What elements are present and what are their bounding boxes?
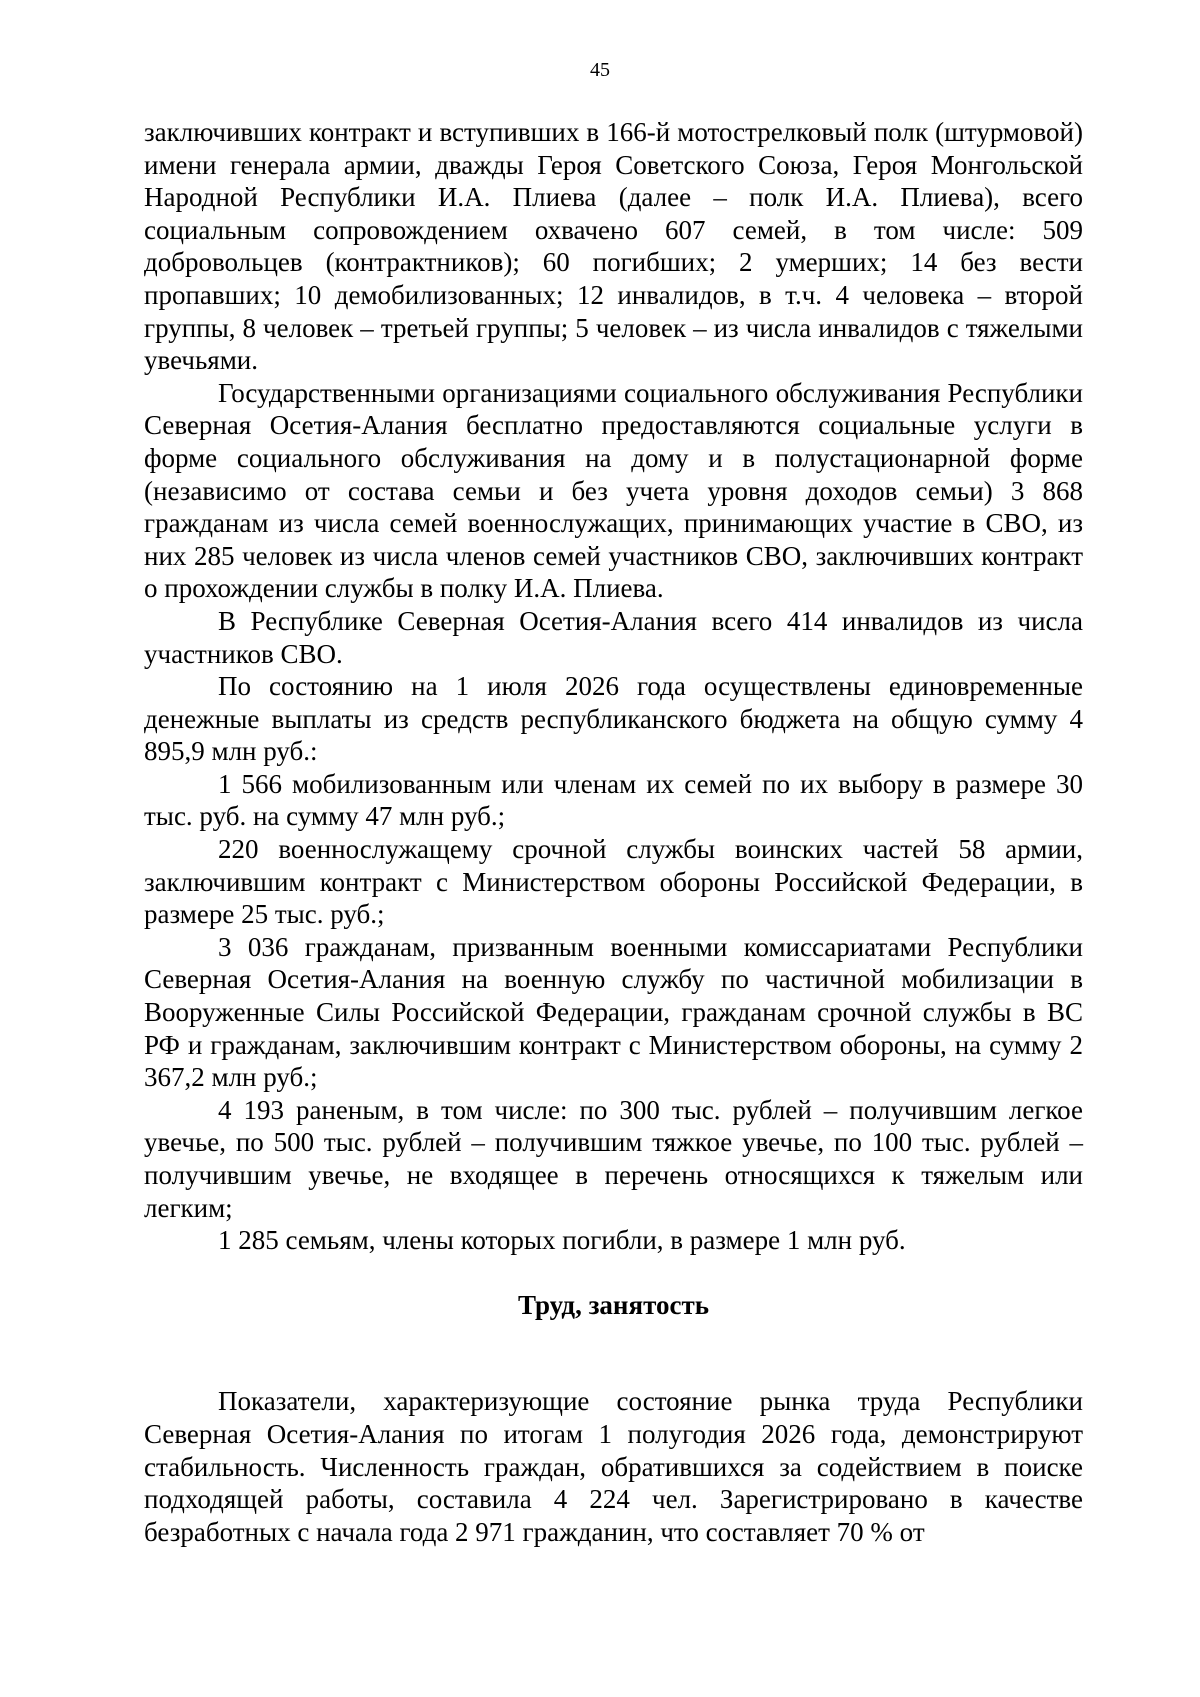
paragraph: 4 193 раненым, в том числе: по 300 тыс. рублей – получившим легкое увечье, по 500 тыс. рублей – получившим тяжкое увечье, по 100 тыс. рублей – получившим увечье, не входящее в перечень относящихся к тяжелым или легким; (144, 1094, 1083, 1223)
paragraph: По состоянию на 1 июля 2026 года осуществлены единовременные денежные выплаты из средств республиканского бюджета на общую сумму 4 895,9 млн руб.: (144, 671, 1083, 767)
paragraph: 1 566 мобилизованным или членам их семей по их выбору в размере 30 тыс. руб. на сумму 47 млн руб.; (144, 768, 1083, 832)
page-number: 45 (590, 59, 610, 81)
paragraph: В Республике Северная Осетия-Алания всего 414 инвалидов из числа участников СВО. (144, 605, 1083, 669)
paragraph: 3 036 гражданам, призванным военными комиссариатами Республики Северная Осетия-Алания на военную службу по частичной мобилизации в Вооруженные Силы Российской Федерации, гражданам срочной службы в ВС РФ и гражданам, заключившим контракт с Министерством обороны, на сумму 2 367,2 млн руб.; (144, 931, 1083, 1093)
document-body (144, 116, 1083, 1548)
paragraph: 220 военнослужащему срочной службы воинских частей 58 армии, заключившим контракт с Министерством обороны Российской Федерации, в размере 25 тыс. руб.; (144, 834, 1083, 930)
paragraph: 1 285 семьям, члены которых погибли, в размере 1 млн руб. (218, 1225, 906, 1256)
section-heading: Труд, занятость (517, 1289, 710, 1320)
paragraph: Государственными организациями социального обслуживания Республики Северная Осетия-Алания бесплатно предоставляются социальные услуги в форме социального обслуживания на дому и в полустационарной форме (независимо от состава семьи и без учета уровня доходов семьи) 3 868 гражданам из числа семей военнослужащих, принимающих участие в СВО, из них 285 человек из числа членов семей участников СВО, заключивших контракт о прохождении службы в полку И.А. Плиева. (144, 377, 1083, 604)
paragraph: Показатели, характеризующие состояние рынка труда Республики Северная Осетия-Алания по итогам 1 полугодия 2026 года, демонстрируют стабильность. Численность граждан, обратившихся за содействием в поиске подходящей работы, составила 4 224 чел. Зарегистрировано в качестве безработных с начала года 2 971 гражданин, что составляет 70 % от (144, 1386, 1083, 1547)
paragraph: заключивших контракт и вступивших в 166-й мотострелковый полк (штурмовой) имени генерала армии, дважды Героя Советского Союза, Героя Монгольской Народной Республики И.А. Плиева (далее – полк И.А. Плиева), всего социальным сопровождением охвачено 607 семей, в том числе: 509 добровольцев (контрактников); 60 погибших; 2 умерших; 14 без вести пропавших; 10 демобилизованных; 12 инвалидов, в т.ч. 4 человека – второй группы, 8 человек – третьей группы; 5 человек – из числа инвалидов с тяжелыми увечьями. (144, 117, 1083, 376)
